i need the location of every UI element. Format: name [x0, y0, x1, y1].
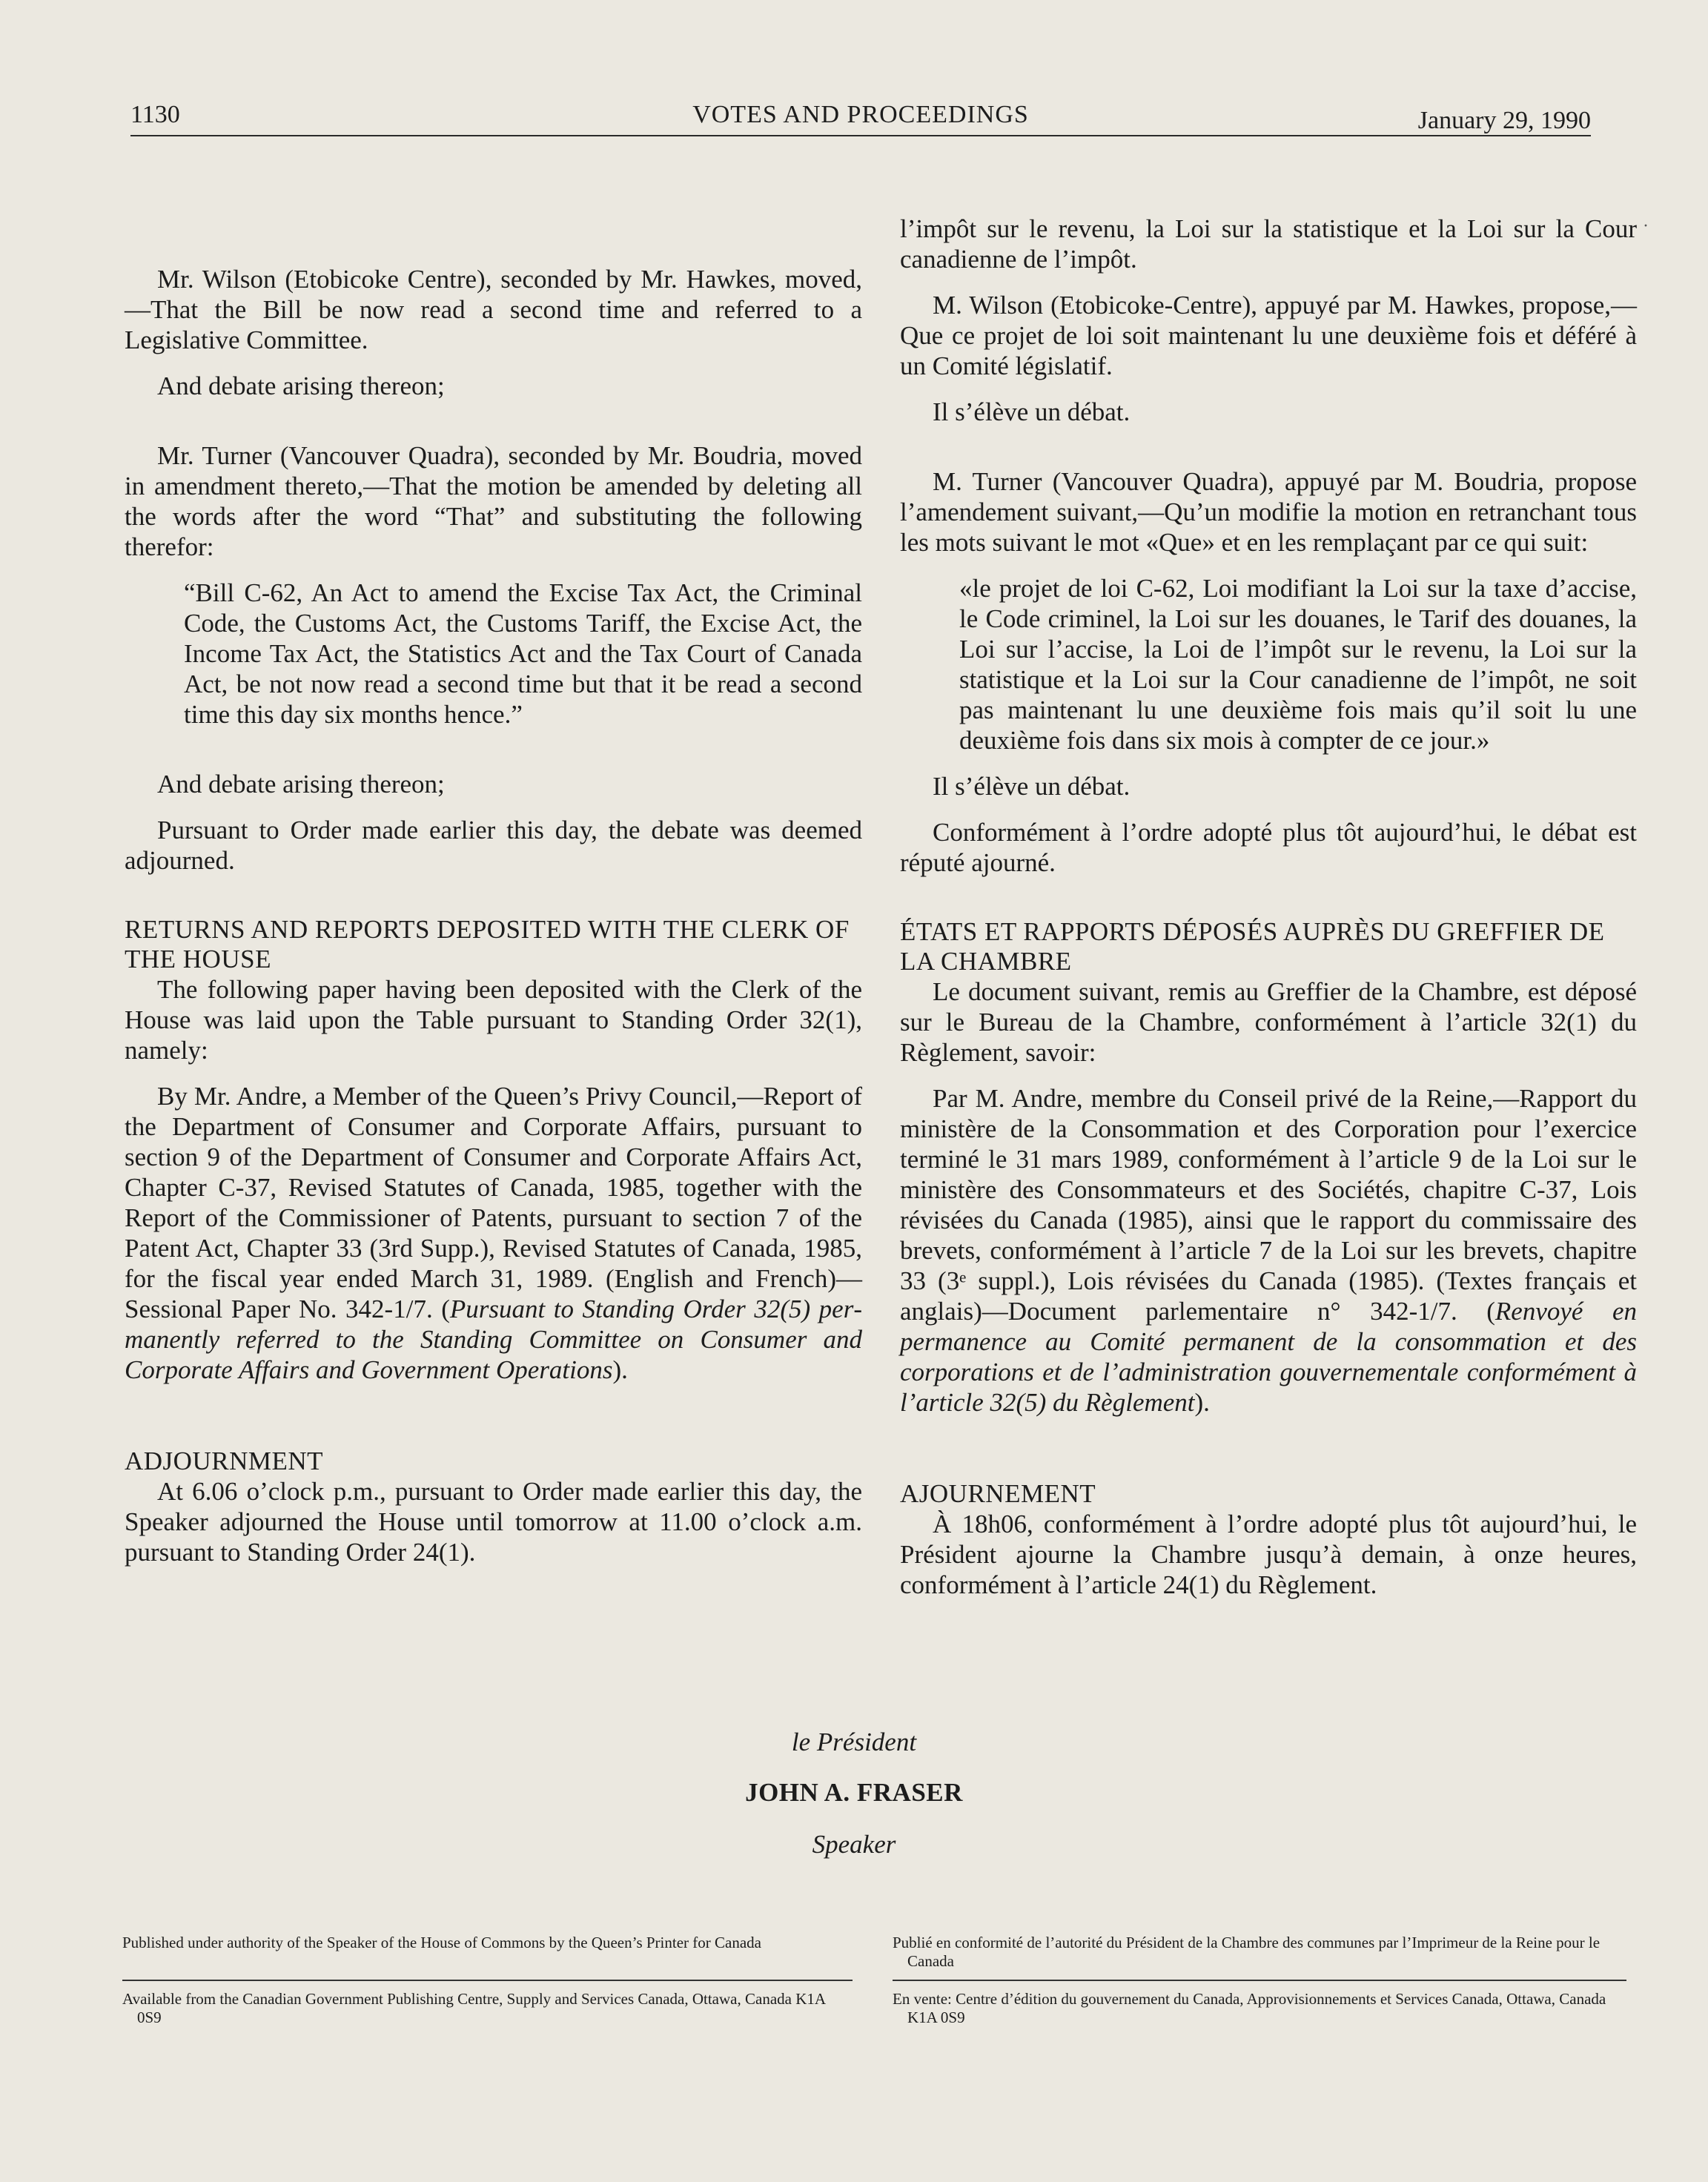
amendment-quote: “Bill C-62, An Act to amend the Excise Tax Act, the Criminal Code, the Customs Act, the Customs Tariff, the Excise Act, the Income Tax Act, the Statistics Act and the Tax Court of Canada Act, be not now read a second time but that it be read a second time this day six months hence.” — [184, 578, 862, 729]
andre-report-text: By Mr. Andre, a Member of the Queen’s Privy Council,—Report of the Department of Consumer and Corporate Affairs, pursuant to section 9 of the Department of Consumer and Corporate Affairs Act, Chapter C-37, Revised Statutes of Canada, 1985, together with the Report of the Commissioner of Patents, pursuant to section 7 of the Patent Act, Chapter 33 (3rd Supp.), Revised Statutes of Canada, 1985, for the fiscal year ended March 31, 1989. (English and French)—Sessional Paper No. 342-1/7. ( — [125, 1082, 862, 1323]
footer-available-fr: En vente: Centre d’édition du gouvernement du Canada, Approvisionnements et Services Canada, Ottawa, Canada K1A 0S9 — [893, 1990, 1606, 2026]
signature-role: le Président — [791, 1728, 917, 1756]
andre-report-end-fr: ). — [1194, 1388, 1210, 1417]
turner-amendment-paragraph: Mr. Turner (Vancouver Quadra), seconded by Mr. Boudria, moved in amendment thereto,—That the motion be amended by deleting all the words after the word “That” and substituting the following therefor: — [125, 441, 862, 561]
english-column — [125, 264, 862, 1583]
andre-report-end: ). — [612, 1355, 628, 1384]
adjournment-heading: ADJOURNMENT — [125, 1447, 323, 1475]
publication-title: VOTES AND PROCEEDINGS — [692, 101, 1029, 128]
adjournment-heading-fr: AJOURNEMENT — [900, 1479, 1096, 1508]
signature-block — [0, 1728, 1708, 1859]
page-number: 1130 — [130, 101, 180, 128]
andre-report-referral: Pursuant to Standing Order 32(5) permanently referred to the Standing Committee on Consumer and Corporate Affairs and Government Operations — [125, 1295, 862, 1384]
turner-amendment-paragraph-fr: M. Turner (Vancouver Quadra), appuyé par M. Boudria, propose l’amendement suivant,—Qu’un modifie la motion en retranchant tous les mots suivant le mot «Que» et en les remplaçant par ce qui suit: — [900, 467, 1637, 557]
footer-published-fr: Publié en conformité de l’autorité du Président de la Chambre des communes par l’Imprimeur de la Reine pour le Canada — [893, 1934, 1601, 1970]
signature-name: JOHN A. FRASER — [745, 1778, 963, 1807]
andre-report-paragraph — [125, 1081, 862, 1385]
debate-arising-paragraph-fr-2: Il s’élève un débat. — [933, 772, 1131, 801]
andre-report-referral-fr: Renvoyé en permanence au Comité permanent de la consommation et des corporations et de l’administration gouvernementale conformément à l’article 32(5) du Règlement — [900, 1297, 1637, 1417]
footer-french — [893, 1934, 1626, 2027]
footer-available-en: Available from the Canadian Government Publishing Centre, Supply and Services Canada, Ottawa, Canada K1A 0S9 — [122, 1990, 825, 2026]
debate-arising-paragraph: And debate arising thereon; — [157, 371, 445, 400]
returns-reports-heading: RETURNS AND REPORTS DEPOSITED WITH THE CLERK OF THE HOUSE — [125, 915, 850, 973]
andre-report-paragraph-fr — [900, 1083, 1637, 1418]
continued-paragraph: l’impôt sur le revenu, la Loi sur la statistique et la Loi sur la Cour canadienne de l’impôt. — [900, 214, 1637, 274]
footer-english — [122, 1934, 853, 2027]
debate-adjourned-paragraph-fr: Conformément à l’ordre adopté plus tôt aujourd’hui, le débat est réputé ajourné. — [900, 818, 1637, 877]
wilson-motion-paragraph-fr: M. Wilson (Etobicoke-Centre), appuyé par M. Hawkes, propose,—Que ce projet de loi soit maintenant lu une deuxième fois et déféré à un Comité législatif. — [900, 291, 1637, 380]
returns-reports-heading-fr: ÉTATS ET RAPPORTS DÉPOSÉS AUPRÈS DU GREFFIER DE LA CHAMBRE — [900, 917, 1605, 976]
returns-intro-paragraph-fr: Le document suivant, remis au Greffier de la Chambre, est déposé sur le Bureau de la Chambre, conformément à l’article 32(1) du Règlement, savoir: — [900, 977, 1637, 1067]
footer-published-en: Published under authority of the Speaker of the House of Commons by the Queen’s Printer for Canada — [122, 1934, 761, 1951]
french-column — [900, 214, 1637, 1616]
amendment-quote-fr: «le projet de loi C-62, Loi modifiant la Loi sur la taxe d’accise, le Code criminel, la Loi sur les douanes, le Tarif des douanes, la Loi sur l’accise, la Loi de l’impôt sur le revenu, la Loi sur la statistique et la Loi sur la Cour canadienne de l’impôt, ne soit pas maintenant lu une deuxième fois mais qu’il soit lu une deuxième fois dans six mois à compter de ce jour.» — [959, 574, 1637, 755]
sitting-date: January 29, 1990 — [1417, 107, 1591, 134]
running-header — [130, 98, 1591, 136]
returns-intro-paragraph: The following paper having been deposited with the Clerk of the House was laid upon the Table pursuant to Standing Order 32(1), namely: — [125, 975, 862, 1065]
debate-arising-paragraph-fr: Il s’élève un débat. — [933, 397, 1131, 426]
debate-arising-paragraph-2: And debate arising thereon; — [157, 770, 445, 799]
adjournment-paragraph: At 6.06 o’clock p.m., pursuant to Order made earlier this day, the Speaker adjourned the House until tomorrow at 11.00 o’clock a.m. pursuant to Standing Order 24(1). — [125, 1477, 862, 1567]
wilson-motion-paragraph: Mr. Wilson (Etobicoke Centre), seconded by Mr. Hawkes, moved,—That the Bill be now read a second time and referred to a Legislative Committee. — [125, 265, 862, 354]
margin-dot: · — [1643, 216, 1649, 236]
debate-adjourned-paragraph: Pursuant to Order made earlier this day, the debate was deemed adjourned. — [125, 816, 862, 875]
signature-title: Speaker — [812, 1830, 896, 1859]
andre-report-text-fr: Par M. Andre, membre du Conseil privé de la Reine,—Rapport du ministère de la Consommation et des Corporation pour l’exercice terminé le 31 mars 1989, conformément à l’article 9 de la Loi sur le ministère des Consommateurs et des Sociétés, chapitre C-37, Lois révisées du Canada (1985), ainsi que le rapport du commissaire des brevets, conformément à l’article 7 de la Loi sur les brevets, chapitre 33 (3ᵉ suppl.), Lois révisées du Canada (1985). (Textes français et anglais)—Document parlementaire n° 342-1/7. ( — [900, 1084, 1637, 1326]
adjournment-paragraph-fr: À 18h06, conformément à l’ordre adopté plus tôt aujourd’hui, le Président ajourne la Chambre jusqu’à demain, à onze heures, conformément à l’article 24(1) du Règlement. — [900, 1510, 1637, 1599]
